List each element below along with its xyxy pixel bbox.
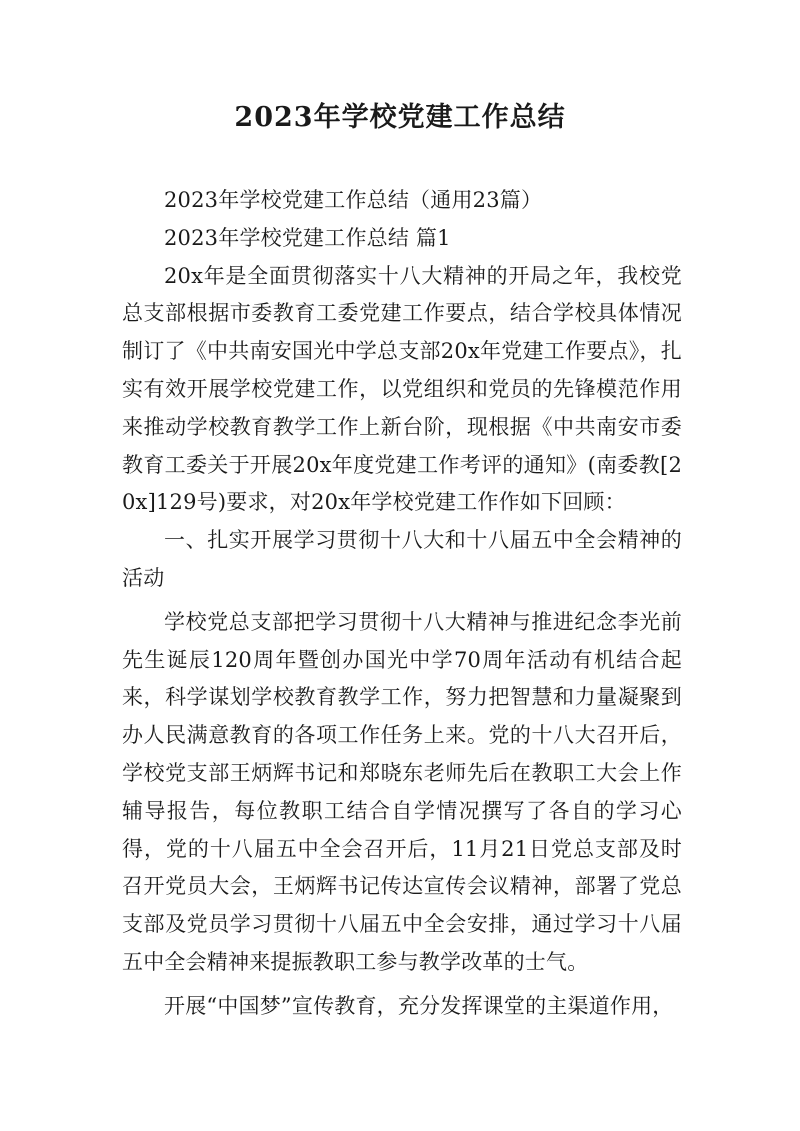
body-paragraph: 学校党总支部把学习贯彻十八大精神与推进纪念李光前先生诞辰120周年暨创办国光中学70周年活动有机结合起来，科学谋划学校教育教学工作，努力把智慧和力量凝聚到办人民满意教育的各项工作任务上来。党的十八大召开后，学校党支部王炳辉书记和郑晓东老师先后在教职工大会上作辅导报告，每位教职工结合自学情况撰写了各自的学习心得，党的十八届五中全会召开后，11月21日党总支部及时召开党员大会，王炳辉书记传达宣传会议精神，部署了党总支部及党员学习贯彻十八届五中全会安排，通过学习十八届五中全会精神来提振教职工参与教学改革的士气。 <box>122 609 682 974</box>
body-paragraph: 开展“中国梦”宣传教育，充分发挥课堂的主渠道作用， <box>164 993 674 1018</box>
document-title: 2023年学校党建工作总结 <box>234 102 566 133</box>
subtitle-paragraph: 2023年学校党建工作总结（通用23篇） <box>164 188 543 212</box>
body-paragraph: 20x年是全面贯彻落实十八大精神的开局之年，我校党总支部根据市委教育工委党建工作要点，结合学校具体情况制订了《中共南安国光中学总支部20x年党建工作要点》，扎实有效开展学校党建工作，以党组织和党员的先锋模范作用来推动学校教育教学工作上新台阶，现根据《中共南安市委教育工委关于开展20x年度党建工作考评的通知》(南委教[20x]129号)要求，对20x年学校党建工作作如下回顾： <box>122 263 682 515</box>
document-body <box>122 182 682 1026</box>
section-heading: 2023年学校党建工作总结 篇1 <box>164 225 451 250</box>
section-heading: 一、扎实开展学习贯彻十八大和十八届五中全会精神的活动 <box>122 528 682 590</box>
